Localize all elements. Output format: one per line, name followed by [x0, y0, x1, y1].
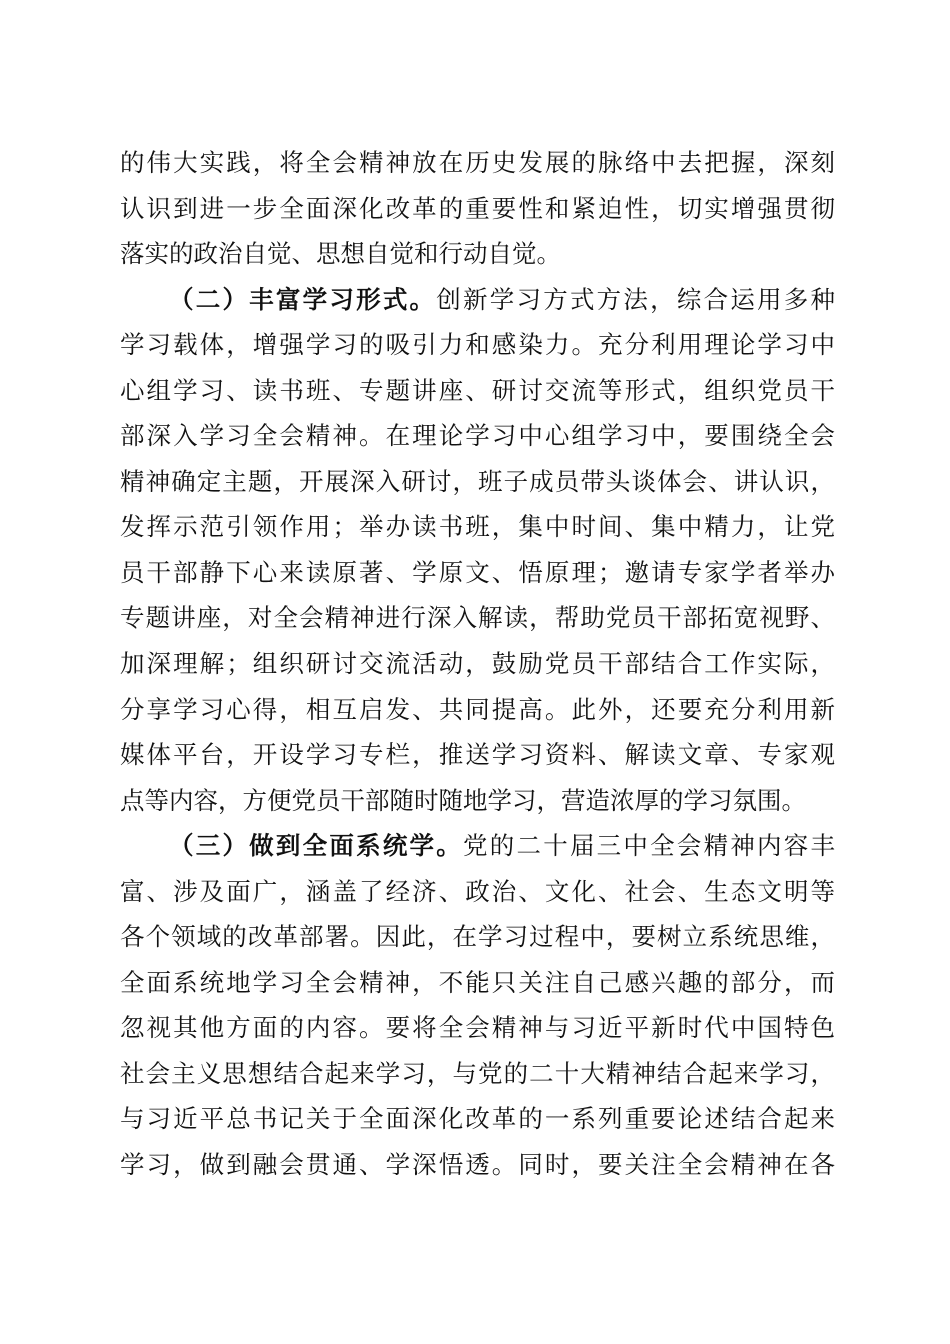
- section-heading: （三）做到全面系统学。: [169, 831, 464, 861]
- paragraph-line: 部深入学习全会精神。在理论学习中心组学习中，要围绕全会: [120, 421, 835, 451]
- paragraph-line: 认识到进一步全面深化改革的重要性和紧迫性，切实增强贯彻: [120, 193, 835, 223]
- section-heading: （二）丰富学习形式。: [169, 284, 437, 314]
- paragraph-line: 社会主义思想结合起来学习，与党的二十大精神结合起来学习，: [120, 1058, 835, 1088]
- document-body: [120, 140, 835, 1188]
- paragraph-line: 专题讲座，对全会精神进行深入解读，帮助党员干部拓宽视野、: [120, 603, 835, 633]
- paragraph-line: 加深理解；组织研讨交流活动，鼓励党员干部结合工作实际，: [120, 649, 835, 679]
- paragraph-line: 精神确定主题，开展深入研讨，班子成员带头谈体会、讲认识，: [120, 466, 835, 496]
- paragraph-line: 发挥示范引领作用；举办读书班，集中时间、集中精力，让党: [120, 512, 835, 542]
- paragraph-line: 分享学习心得，相互启发、共同提高。此外，还要充分利用新: [120, 694, 835, 724]
- paragraph-line: 忽视其他方面的内容。要将全会精神与习近平新时代中国特色: [120, 1013, 835, 1043]
- paragraph-line: 媒体平台，开设学习专栏，推送学习资料、解读文章、专家观: [120, 740, 835, 770]
- paragraph-line: 学习，做到融会贯通、学深悟透。同时，要关注全会精神在各: [120, 1150, 835, 1180]
- paragraph-line: 各个领域的改革部署。因此，在学习过程中，要树立系统思维，: [120, 922, 835, 952]
- paragraph-line: 心组学习、读书班、专题讲座、研讨交流等形式，组织党员干: [120, 375, 835, 405]
- paragraph-line: 落实的政治自觉、思想自觉和行动自觉。: [120, 239, 561, 269]
- paragraph-line: 富、涉及面广，涵盖了经济、政治、文化、社会、生态文明等: [120, 876, 835, 906]
- paragraph-text: 党的二十届三中全会精神内容丰: [463, 831, 836, 861]
- paragraph-first-line: [120, 277, 835, 323]
- paragraph-text: 创新学习方式方法，综合运用多种: [436, 284, 836, 314]
- paragraph-first-line: [120, 823, 835, 869]
- paragraph-line: 学习载体，增强学习的吸引力和感染力。充分利用理论学习中: [120, 330, 835, 360]
- paragraph-line: 全面系统地学习全会精神，不能只关注自己感兴趣的部分，而: [120, 967, 835, 997]
- paragraph-line: 点等内容，方便党员干部随时随地学习，营造浓厚的学习氛围。: [120, 785, 806, 815]
- paragraph-line: 与习近平总书记关于全面深化改革的一系列重要论述结合起来: [120, 1104, 835, 1134]
- paragraph-line: 的伟大实践，将全会精神放在历史发展的脉络中去把握，深刻: [120, 148, 835, 177]
- paragraph-line: 员干部静下心来读原著、学原文、悟原理；邀请专家学者举办: [120, 557, 835, 587]
